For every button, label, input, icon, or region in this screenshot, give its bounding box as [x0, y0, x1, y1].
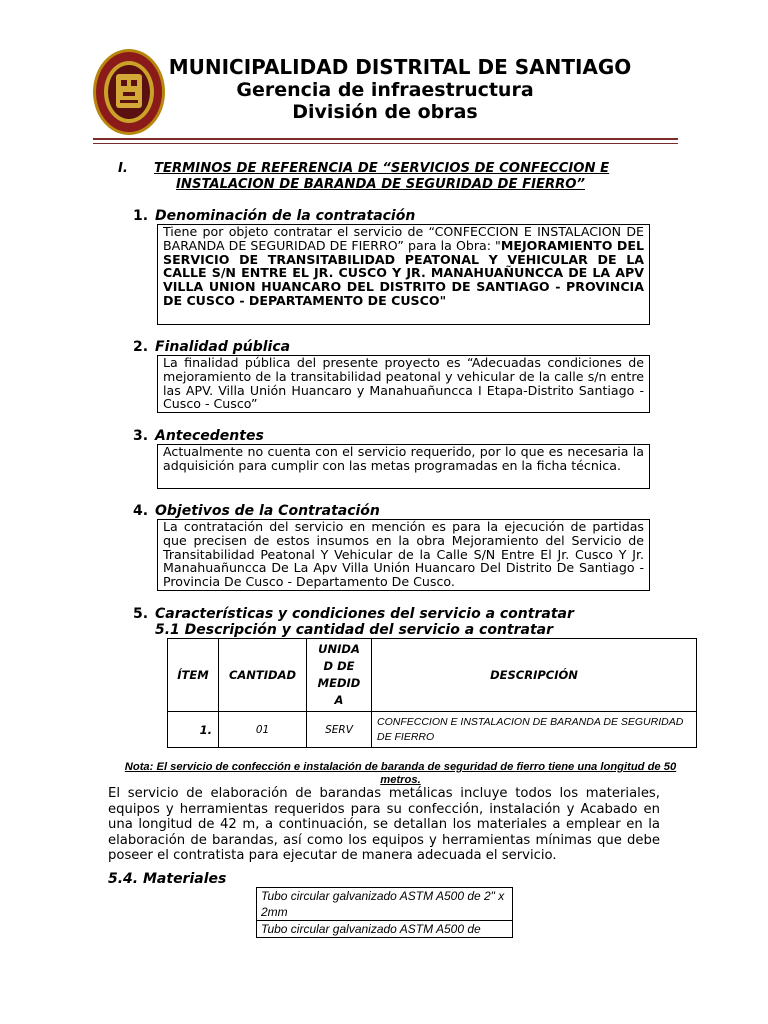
antecedentes-box [157, 444, 650, 489]
title-line1: SERVICIOS DE CONFECCION E [390, 161, 610, 176]
heading-denominacion: 1. Denominación de la contratación [133, 208, 416, 224]
table-row [168, 712, 697, 748]
materials-table [256, 887, 513, 938]
cell-item: 1. [168, 712, 219, 748]
title-line2: INSTALACION DE BARANDA DE SEGURIDAD DE FIERRO” [176, 177, 586, 192]
subheading-descripcion: 5.1 Descripción y cantidad del servicio a contratar [155, 622, 554, 638]
cell-unidad: SERV [307, 712, 372, 748]
municipality-title: MUNICIPALIDAD DISTRITAL DE SANTIAGO [168, 55, 632, 79]
header-descripcion: DESCRIPCIÓN [372, 639, 697, 712]
header-rule-thin [93, 143, 678, 144]
cell-cantidad: 01 [219, 712, 307, 748]
service-table [167, 638, 697, 748]
header-rule [93, 138, 678, 140]
antecedentes-text: Actualmente no cuenta con el servicio requerido, por lo que es necesaria la adquisición para cumplir con las metas programadas en la ficha técnica. [163, 444, 644, 473]
material-item: Tubo circular galvanizado ASTM A500 de 2" x 2mm [257, 888, 513, 921]
length-note: Nota: El servicio de confección e instalación de baranda de seguridad de fierro tiene una longitud de 50 metros. [124, 761, 677, 786]
heading-materiales: 5.4. Materiales [108, 871, 227, 887]
table-row [257, 921, 513, 938]
table-header-row [168, 639, 697, 712]
heading-finalidad: 2. Finalidad pública [133, 339, 291, 355]
section-number: I. [118, 161, 128, 176]
division-title: División de obras [292, 101, 478, 123]
service-description-paragraph: El servicio de elaboración de barandas metálicas incluye todos los materiales, equipos y herramientas requeridos para su confección, instalación y Acabado en una longitud de 42 m, a continuación, se detallan los materiales a emplear en la elaboración de barandas, así como los equipos y herramientas mínimas que debe poseer el contratista para ejecutar de manera adecuada el servicio. [108, 786, 660, 863]
cell-descripcion: CONFECCION E INSTALACION DE BARANDA DE SEGURIDAD DE FIERRO [372, 712, 697, 748]
table-row [257, 888, 513, 921]
denominacion-text: Tiene por objeto contratar el servicio de “CONFECCION E INSTALACION DE BARANDA DE SEGURIDAD DE FIERRO” para la Obra: " [163, 224, 644, 253]
department-title: Gerencia de infraestructura [236, 79, 534, 101]
header-item: ÍTEM [168, 639, 219, 712]
header-cantidad: CANTIDAD [219, 639, 307, 712]
title-prefix: TERMINOS DE REFERENCIA DE “ [154, 161, 391, 176]
denominacion-box [157, 224, 650, 325]
obra-name: MEJORAMIENTO DEL SERVICIO DE TRANSITABILIDAD PEATONAL Y VEHICULAR DE LA CALLE S/N ENTRE EL JR. CUSCO Y JR. MANAHUAÑUNCCA DE LA APV VILLA UNION HUANCARO DEL DISTRITO DE SANTIAGO - PROVINCIA DE CUSCO - DEPARTAMENTO DE CUSCO" [163, 237, 644, 308]
material-item: Tubo circular galvanizado ASTM A500 de [257, 921, 513, 938]
heading-antecedentes: 3. Antecedentes [133, 428, 264, 444]
objetivos-text: La contratación del servicio en mención es para la ejecución de partidas que precisen de estos insumos en la obra Mejoramiento del Servicio de Transitabilidad Peatonal Y Vehicular de la Calle S/N Entre El Jr. Cusco Y Jr. Manahuañuncca De La Apv Villa Unión Huancaro Del Distrito De Santiago - Provincia De Cusco - Departamento De Cusco. [163, 519, 644, 590]
header-unidad: UNIDA D DE MEDID A [307, 639, 372, 712]
heading-caracteristicas: 5. Características y condiciones del servicio a contratar [133, 606, 574, 622]
finalidad-box [157, 355, 650, 413]
heading-objetivos: 4. Objetivos de la Contratación [133, 503, 380, 519]
finalidad-text: La finalidad pública del presente proyecto es “Adecuadas condiciones de mejoramiento de la transitabilidad peatonal y vehicular de la calle s/n entre las APV. Villa Unión Huancaro y Manahuañuncca I Etapa-Distrito Santiago - Cusco - Cusco” [163, 355, 644, 412]
objetivos-box [157, 519, 650, 591]
